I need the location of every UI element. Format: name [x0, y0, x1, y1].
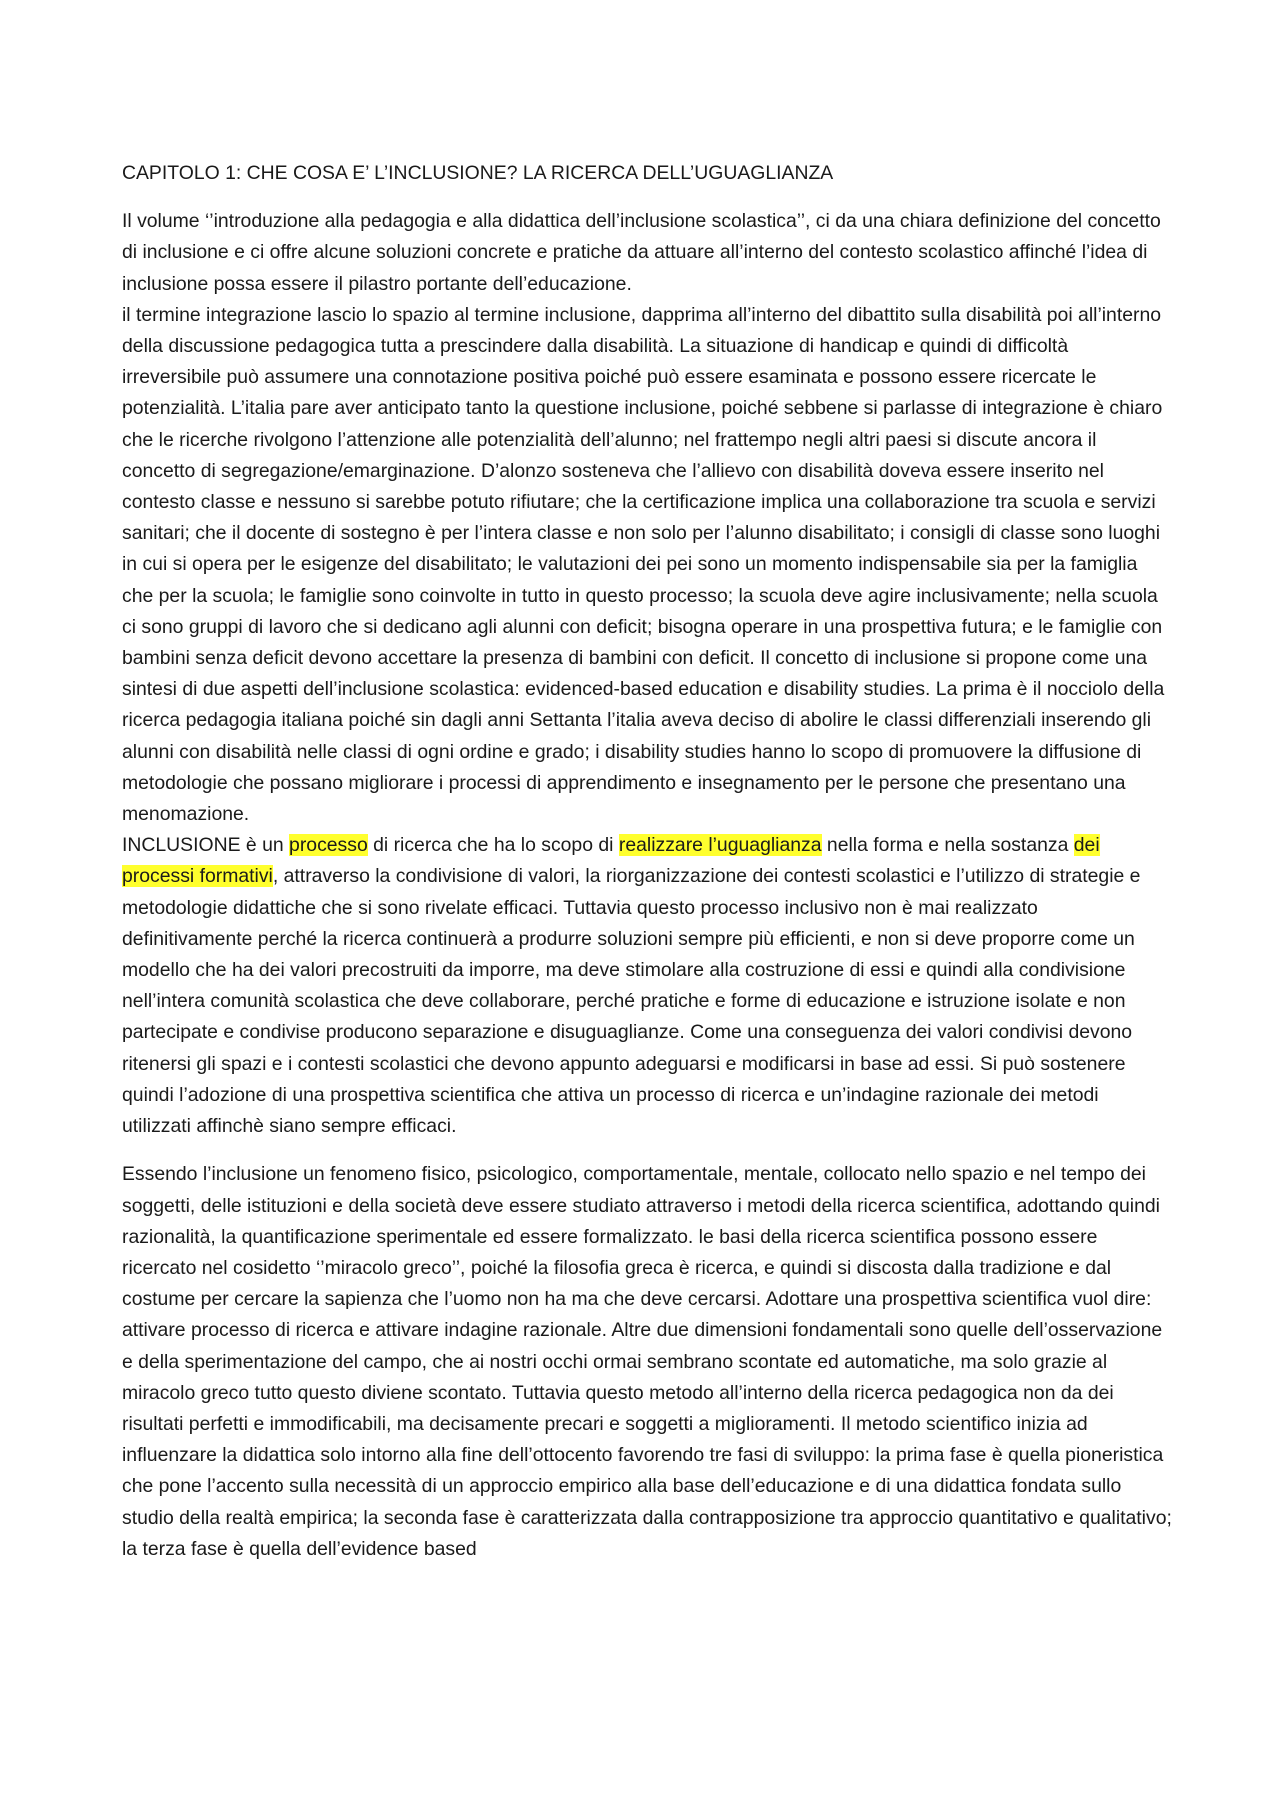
chapter-title: CAPITOLO 1: CHE COSA E’ L’INCLUSIONE? LA RICERCA DELL’UGUAGLIANZA	[122, 162, 834, 184]
text-segment: , attraverso la condivisione di valori, la riorganizzazione dei contesti scolastici e l’utilizzo di strategie e metodologie didattiche che si sono rivelate efficaci. Tuttavia questo processo inclusivo non è mai realizzato definitivamente perché la ricerca continuerà a produrre soluzioni sempre più efficienti, e non si deve proporre come un modello che ha dei valori precostruiti da imporre, ma deve stimolare alla costruzione di essi e quindi alla condivisione nell’intera comunità scolastica che deve collaborare, perché pratiche e forme di educazione e istruzione isolate e non partecipate e condivise producono separazione e disuguaglianze. Come una conseguenza dei valori condivisi devono ritenersi gli spazi e i contesti scolastici che devono appunto adeguarsi e modificarsi in base ad essi. Si può sostenere quindi l’adozione di una prospettiva scientifica che attiva un processo di ricerca e un’indagine razionale dei metodi utilizzati affinchè siano sempre efficaci.	[122, 865, 1141, 1138]
text-segment: nella forma e nella sostanza	[821, 834, 1074, 857]
paragraph-integration: il termine integrazione lascio lo spazio al termine inclusione, dapprima all’interno del dibattito sulla disabilità poi all’interno della discussione pedagogica tutta a prescindere dalla disabilità. La situazione di handicap e quindi di difficoltà irreversibile può assumere una connotazione positiva poiché può essere esaminata e possono essere ricercate le potenzialità. L’italia pare aver anticipato tanto la questione inclusione, poiché sebbene si parlasse di integrazione è chiaro che le ricerche rivolgono l’attenzione alle potenzialità dell’alunno; nel frattempo negli altri paesi si discute ancora il concetto di segregazione/emarginazione. D’alonzo sosteneva che l’allievo con disabilità doveva essere inserito nel contesto classe e nessuno si sarebbe potuto rifiutare; che la certificazione implica una collaborazione tra scuola e servizi sanitari; che il docente di sostegno è per l’intera classe e non solo per l’alunno disabilitato; i consigli di classe sono luoghi in cui si opera per le esigenze del disabilitato; le valutazioni dei pei sono un momento indispensabile sia per la famiglia che per la scuola; le famiglie sono coinvolte in tutto in questo processo; la scuola deve agire inclusivamente; nella scuola ci sono gruppi di lavoro che si dedicano agli alunni con deficit; bisogna operare in una prospettiva futura; e le famiglie con bambini senza deficit devono accettare la presenza di bambini con deficit. Il concetto di inclusione si propone come una sintesi di due aspetti dell’inclusione scolastica: evidenced-based education e disability studies. La prima è il nocciolo della ricerca pedagogia italiana poiché sin dagli anni Settanta l’italia aveva deciso di abolire le classi differenziali inserendo gli alunni con disabilità nelle classi di ogni ordine e grado; i disability studies hanno lo scopo di promuovere la diffusione di metodologie che possano migliorare i processi di apprendimento e insegnamento per le persone che presentano una menomazione.	[122, 303, 1165, 826]
highlight-realizzare-uguaglianza: realizzare l’uguaglianza	[618, 834, 822, 857]
document-body	[122, 158, 1172, 1565]
paragraph-intro: Il volume ‘’introduzione alla pedagogia e alla didattica dell’inclusione scolastica’’, ci da una chiara definizione del concetto di inclusione e ci offre alcune soluzioni concrete e pratiche da attuare all’interno del contesto scolastico affinché l’idea di inclusione possa essere il pilastro portante dell’educazione.	[122, 210, 1161, 295]
paragraph-inclusion-definition	[122, 830, 1172, 1142]
highlight-processo: processo	[289, 834, 368, 857]
highlight-processi-formativi: dei processi formativi	[122, 834, 1100, 888]
paragraph-scientific-method: Essendo l’inclusione un fenomeno fisico, psicologico, comportamentale, mentale, collocato nello spazio e nel tempo dei soggetti, delle istituzioni e della società deve essere studiato attraverso i metodi della ricerca scientifica, adottando quindi razionalità, la quantificazione sperimentale ed essere formalizzato. le basi della ricerca scientifica possono essere ricercato nel cosidetto ‘’miracolo greco’’, poiché la filosofia greca è ricerca, e quindi si discosta dalla tradizione e dal costume per cercare la sapienza che l’uomo non ha ma che deve cercarsi. Adottare una prospettiva scientifica vuol dire: attivare processo di ricerca e attivare indagine razionale. Altre due dimensioni fondamentali sono quelle dell’osservazione e della sperimentazione del campo, che ai nostri occhi ormai sembrano scontate ed automatiche, ma solo grazie al miracolo greco tutto questo diviene scontato. Tuttavia questo metodo all’interno della ricerca pedagogica non da dei risultati perfetti e immodificabili, ma decisamente precari e soggetti a miglioramenti. Il metodo scientifico inizia ad influenzare la didattica solo intorno alla fine dell’ottocento favorendo tre fasi di sviluppo: la prima fase è quella pioneristica che pone l’accento sulla necessità di un approccio empirico alla base dell’educazione e di una didattica fondata sullo studio della realtà empirica; la seconda fase è caratterizzata dalla contrapposizione tra approccio quantitativo e qualitativo; la terza fase è quella dell’evidence based	[122, 1163, 1172, 1560]
text-segment: INCLUSIONE è un	[122, 834, 290, 857]
text-segment: di ricerca che ha lo scopo di	[367, 834, 619, 857]
